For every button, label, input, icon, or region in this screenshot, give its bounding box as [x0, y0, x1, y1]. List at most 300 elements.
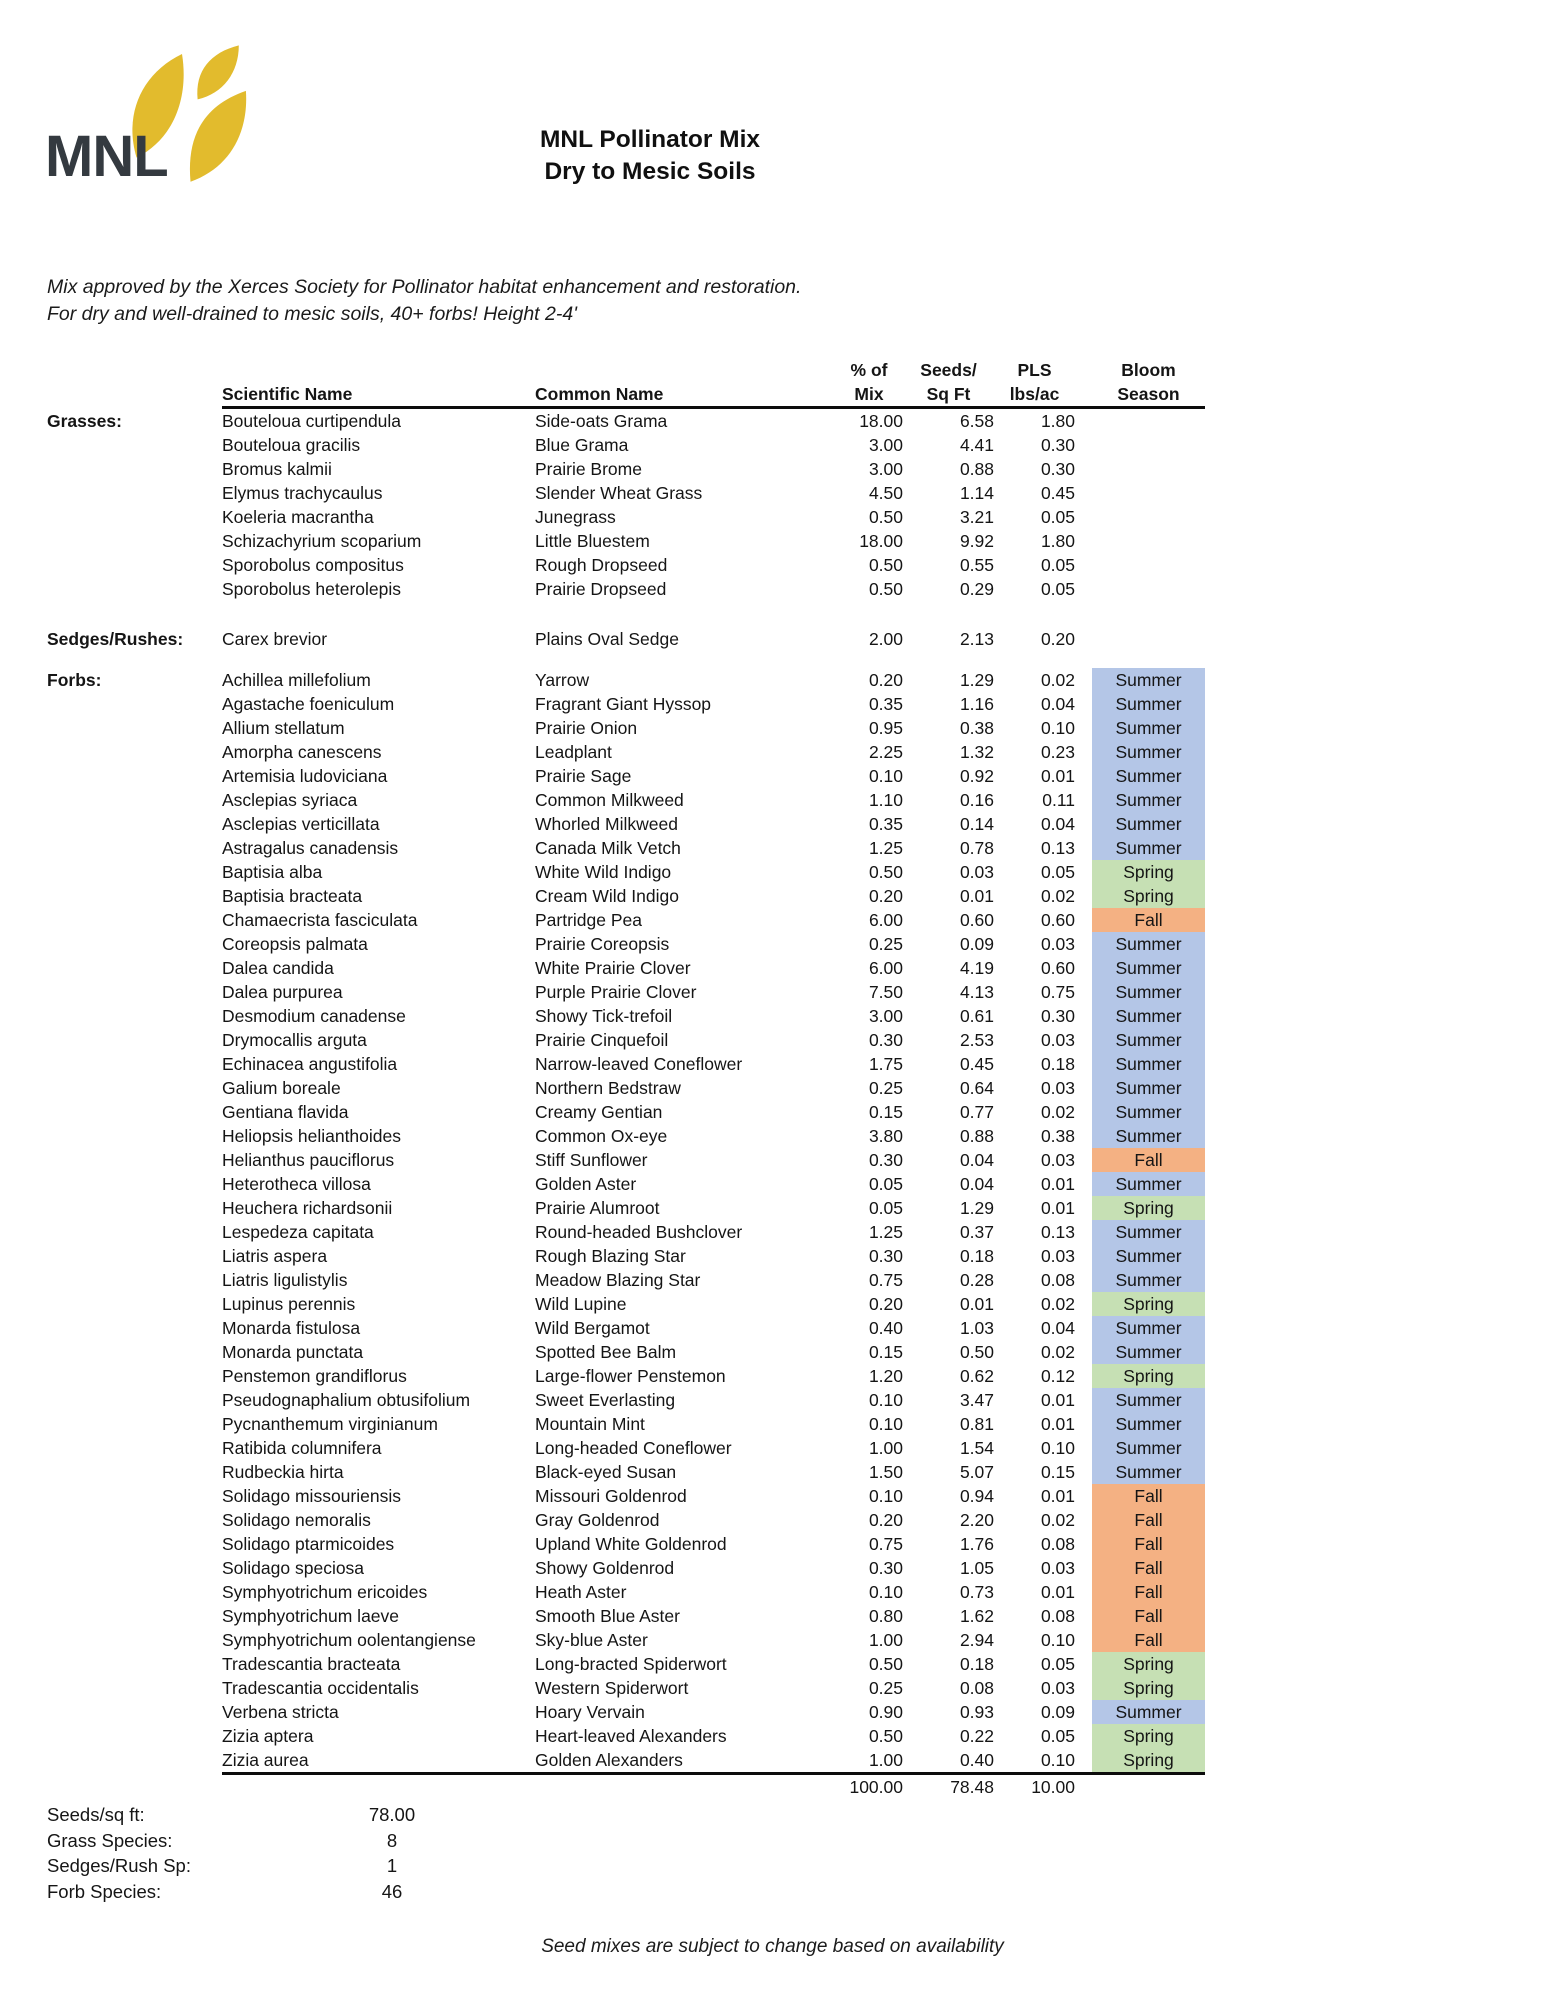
- scientific-name: Heuchera richardsonii: [222, 1198, 393, 1218]
- seeds-per-sqft: 3.21: [959, 507, 994, 527]
- seeds-per-sqft: 0.50: [959, 1342, 994, 1362]
- bloom-season-cell: [1092, 1628, 1205, 1652]
- bloom-season-cell: [1092, 1556, 1205, 1580]
- common-name: Prairie Alumroot: [535, 1198, 660, 1218]
- species-row: [47, 1268, 1205, 1292]
- common-name: Meadow Blazing Star: [535, 1270, 701, 1290]
- common-name: White Prairie Clover: [535, 958, 691, 978]
- common-name: Whorled Milkweed: [535, 814, 678, 834]
- seeds-per-sqft: 0.64: [959, 1078, 994, 1098]
- col-header-pct-top: % of: [850, 360, 888, 380]
- bloom-season-badge: Summer: [1092, 1100, 1205, 1124]
- pct-of-mix: 0.25: [868, 934, 903, 954]
- pct-of-mix: 1.25: [868, 1222, 903, 1242]
- pls-lbs-per-ac: 0.03: [1040, 1558, 1075, 1578]
- scientific-name: Allium stellatum: [222, 718, 345, 738]
- bloom-season-badge: Spring: [1092, 1196, 1205, 1220]
- seeds-per-sqft: 0.78: [959, 838, 994, 858]
- pls-lbs-per-ac: 0.03: [1040, 1678, 1075, 1698]
- common-name: Prairie Coreopsis: [535, 934, 670, 954]
- seeds-per-sqft: 0.73: [959, 1582, 994, 1602]
- pct-of-mix: 7.50: [868, 982, 903, 1002]
- bloom-season-badge: Fall: [1092, 1604, 1205, 1628]
- col-header-pls-top: PLS: [1017, 360, 1052, 380]
- species-row: [47, 1580, 1205, 1604]
- species-row: [47, 1628, 1205, 1652]
- bloom-season-cell: [1092, 1364, 1205, 1388]
- bloom-season-badge: Summer: [1092, 1316, 1205, 1340]
- section-label: Forbs:: [47, 670, 102, 690]
- common-name: Long-bracted Spiderwort: [535, 1654, 727, 1674]
- pct-of-mix: 0.50: [868, 862, 903, 882]
- bloom-season-badge: Summer: [1092, 812, 1205, 836]
- species-row: [47, 1028, 1205, 1052]
- pct-of-mix: 0.35: [868, 694, 903, 714]
- bloom-season-badge: Fall: [1092, 908, 1205, 932]
- pct-of-mix: 6.00: [868, 958, 903, 978]
- seeds-per-sqft: 1.29: [959, 1198, 994, 1218]
- seeds-per-sqft: 0.38: [959, 718, 994, 738]
- pct-of-mix: 0.10: [868, 1486, 903, 1506]
- bloom-season-cell: [1092, 1436, 1205, 1460]
- species-row: [47, 932, 1205, 956]
- species-row: [47, 577, 1205, 601]
- bloom-season-cell: [1092, 1028, 1205, 1052]
- bloom-season-cell: [1092, 1388, 1205, 1412]
- bloom-season-cell: [1092, 1340, 1205, 1364]
- bloom-season-badge: Summer: [1092, 1436, 1205, 1460]
- bloom-season-cell: [1092, 1100, 1205, 1124]
- seeds-per-sqft: 0.40: [959, 1750, 994, 1770]
- seeds-per-sqft: 0.08: [959, 1678, 994, 1698]
- bloom-season-badge: Summer: [1092, 1172, 1205, 1196]
- summary-label: Sedges/Rush Sp:: [47, 1855, 191, 1876]
- pls-lbs-per-ac: 0.10: [1040, 1630, 1075, 1650]
- pls-lbs-per-ac: 0.05: [1040, 507, 1075, 527]
- pls-lbs-per-ac: 0.05: [1040, 1654, 1075, 1674]
- intro-line2: For dry and well-drained to mesic soils, 40+ forbs! Height 2-4': [47, 303, 577, 325]
- pls-lbs-per-ac: 0.03: [1040, 1150, 1075, 1170]
- common-name: Northern Bedstraw: [535, 1078, 681, 1098]
- bloom-season-cell: [1092, 1700, 1205, 1724]
- pct-of-mix: 0.50: [868, 1654, 903, 1674]
- pct-of-mix: 18.00: [859, 411, 903, 431]
- seeds-per-sqft: 4.19: [959, 958, 994, 978]
- species-row: [47, 457, 1205, 481]
- common-name: Fragrant Giant Hyssop: [535, 694, 712, 714]
- pls-lbs-per-ac: 0.60: [1040, 958, 1075, 978]
- pls-lbs-per-ac: 0.05: [1040, 1726, 1075, 1746]
- pls-lbs-per-ac: 0.13: [1040, 838, 1075, 858]
- col-header-scientific: Scientific Name: [222, 384, 353, 404]
- pls-lbs-per-ac: 0.38: [1040, 1126, 1075, 1146]
- species-row: [47, 764, 1205, 788]
- common-name: Narrow-leaved Coneflower: [535, 1054, 743, 1074]
- scientific-name: Baptisia bracteata: [222, 886, 363, 906]
- seeds-per-sqft: 0.16: [959, 790, 994, 810]
- summary-row: [47, 1879, 527, 1905]
- bloom-season-badge: Summer: [1092, 932, 1205, 956]
- pct-of-mix: 2.00: [868, 629, 903, 649]
- pls-lbs-per-ac: 0.08: [1040, 1270, 1075, 1290]
- pls-lbs-per-ac: 0.02: [1040, 1102, 1075, 1122]
- seed-mix-table: [47, 358, 1205, 1799]
- bloom-season-badge: Summer: [1092, 788, 1205, 812]
- species-row: [47, 481, 1205, 505]
- scientific-name: Solidago speciosa: [222, 1558, 365, 1578]
- common-name: Plains Oval Sedge: [535, 629, 679, 649]
- col-header-pls-bottom: lbs/ac: [1009, 384, 1060, 404]
- pls-lbs-per-ac: 0.60: [1040, 910, 1075, 930]
- total-pct: 100.00: [849, 1777, 903, 1797]
- seeds-per-sqft: 0.61: [959, 1006, 994, 1026]
- intro-line1: Mix approved by the Xerces Society for Pollinator habitat enhancement and restoration.: [47, 276, 802, 298]
- seeds-per-sqft: 0.55: [959, 555, 994, 575]
- scientific-name: Agastache foeniculum: [222, 694, 395, 714]
- common-name: Leadplant: [535, 742, 612, 762]
- summary-label: Seeds/sq ft:: [47, 1804, 145, 1825]
- scientific-name: Tradescantia occidentalis: [222, 1678, 419, 1698]
- scientific-name: Carex brevior: [222, 629, 328, 649]
- common-name: Common Milkweed: [535, 790, 684, 810]
- bloom-season-badge: Summer: [1092, 692, 1205, 716]
- pct-of-mix: 0.15: [868, 1342, 903, 1362]
- scientific-name: Bromus kalmii: [222, 459, 332, 479]
- table-header-row-bottom: [47, 382, 1205, 406]
- bloom-season-cell: [1092, 764, 1205, 788]
- summary-row: [47, 1853, 527, 1879]
- table-header-row-top: [47, 358, 1205, 382]
- common-name: Partridge Pea: [535, 910, 643, 930]
- species-row: [47, 956, 1205, 980]
- pls-lbs-per-ac: 0.05: [1040, 579, 1075, 599]
- seeds-per-sqft: 0.29: [959, 579, 994, 599]
- pls-lbs-per-ac: 0.08: [1040, 1534, 1075, 1554]
- pct-of-mix: 0.75: [868, 1270, 903, 1290]
- seeds-per-sqft: 3.47: [959, 1390, 994, 1410]
- scientific-name: Bouteloua curtipendula: [222, 411, 402, 431]
- title-line1: MNL Pollinator Mix: [539, 126, 761, 153]
- species-row: [47, 1676, 1205, 1700]
- pls-lbs-per-ac: 0.02: [1040, 886, 1075, 906]
- pls-lbs-per-ac: 0.45: [1040, 483, 1075, 503]
- pls-lbs-per-ac: 0.10: [1040, 1438, 1075, 1458]
- seeds-per-sqft: 2.53: [959, 1030, 994, 1050]
- seeds-per-sqft: 4.13: [959, 982, 994, 1002]
- seeds-per-sqft: 1.16: [959, 694, 994, 714]
- scientific-name: Echinacea angustifolia: [222, 1054, 398, 1074]
- species-row: [47, 1196, 1205, 1220]
- scientific-name: Drymocallis arguta: [222, 1030, 367, 1050]
- pls-lbs-per-ac: 0.30: [1040, 435, 1075, 455]
- species-row: [47, 1604, 1205, 1628]
- bloom-season-badge: Summer: [1092, 1700, 1205, 1724]
- seeds-per-sqft: 0.88: [959, 459, 994, 479]
- bloom-season-cell: [1092, 1172, 1205, 1196]
- pls-lbs-per-ac: 0.13: [1040, 1222, 1075, 1242]
- seeds-per-sqft: 1.03: [959, 1318, 994, 1338]
- bloom-season-cell: [1092, 716, 1205, 740]
- scientific-name: Pseudognaphalium obtusifolium: [222, 1390, 471, 1410]
- species-row: [47, 553, 1205, 577]
- scientific-name: Lupinus perennis: [222, 1294, 356, 1314]
- scientific-name: Ratibida columnifera: [222, 1438, 382, 1458]
- pct-of-mix: 0.50: [868, 507, 903, 527]
- common-name: Golden Aster: [535, 1174, 637, 1194]
- bloom-season-cell: [1092, 1052, 1205, 1076]
- seeds-per-sqft: 2.20: [959, 1510, 994, 1530]
- species-row: [47, 1364, 1205, 1388]
- bloom-season-cell: [1092, 1196, 1205, 1220]
- bloom-season-cell: [1092, 1292, 1205, 1316]
- bloom-season-badge: Summer: [1092, 1124, 1205, 1148]
- scientific-name: Artemisia ludoviciana: [222, 766, 388, 786]
- pct-of-mix: 0.20: [868, 1510, 903, 1530]
- intro-text: [47, 274, 801, 328]
- seeds-per-sqft: 0.01: [959, 886, 994, 906]
- species-row: [47, 1244, 1205, 1268]
- pct-of-mix: 1.00: [868, 1438, 903, 1458]
- seeds-per-sqft: 0.04: [959, 1150, 994, 1170]
- scientific-name: Galium boreale: [222, 1078, 341, 1098]
- summary-row: [47, 1828, 527, 1854]
- seeds-per-sqft: 4.41: [959, 435, 994, 455]
- pct-of-mix: 0.05: [868, 1198, 903, 1218]
- common-name: Stiff Sunflower: [535, 1150, 648, 1170]
- seeds-per-sqft: 0.37: [959, 1222, 994, 1242]
- common-name: Prairie Onion: [535, 718, 638, 738]
- common-name: Showy Goldenrod: [535, 1558, 675, 1578]
- bloom-season-badge: Summer: [1092, 980, 1205, 1004]
- common-name: Junegrass: [535, 507, 616, 527]
- seeds-per-sqft: 0.22: [959, 1726, 994, 1746]
- species-row: [47, 1700, 1205, 1724]
- bloom-season-cell: [1092, 1652, 1205, 1676]
- common-name: Golden Alexanders: [535, 1750, 683, 1770]
- bloom-season-cell: [1092, 980, 1205, 1004]
- seeds-per-sqft: 6.58: [959, 411, 994, 431]
- scientific-name: Symphyotrichum laeve: [222, 1606, 400, 1626]
- pct-of-mix: 0.50: [868, 1726, 903, 1746]
- species-row: [47, 433, 1205, 457]
- seeds-per-sqft: 0.45: [959, 1054, 994, 1074]
- scientific-name: Schizachyrium scoparium: [222, 531, 422, 551]
- bloom-season-cell: [1092, 1508, 1205, 1532]
- pct-of-mix: 2.25: [868, 742, 903, 762]
- bloom-season-cell: [1092, 836, 1205, 860]
- species-row: [47, 1316, 1205, 1340]
- pct-of-mix: 0.40: [868, 1318, 903, 1338]
- bloom-season-badge: Spring: [1092, 1724, 1205, 1748]
- species-row: [47, 1748, 1205, 1772]
- bloom-season-badge: Summer: [1092, 836, 1205, 860]
- pct-of-mix: 6.00: [868, 910, 903, 930]
- bloom-season-badge: Summer: [1092, 1340, 1205, 1364]
- pct-of-mix: 0.80: [868, 1606, 903, 1626]
- bloom-season-badge: Spring: [1092, 1748, 1205, 1772]
- scientific-name: Heliopsis helianthoides: [222, 1126, 401, 1146]
- seeds-per-sqft: 1.29: [959, 670, 994, 690]
- species-row: [47, 627, 1205, 651]
- scientific-name: Chamaecrista fasciculata: [222, 910, 418, 930]
- scientific-name: Solidago nemoralis: [222, 1510, 371, 1530]
- species-row: [47, 505, 1205, 529]
- scientific-name: Sporobolus compositus: [222, 555, 404, 575]
- bloom-season-cell: [1092, 1268, 1205, 1292]
- species-row: [47, 980, 1205, 1004]
- bloom-season-badge: Fall: [1092, 1556, 1205, 1580]
- bloom-season-cell: [1092, 1724, 1205, 1748]
- seeds-per-sqft: 0.92: [959, 766, 994, 786]
- bloom-season-badge: Fall: [1092, 1532, 1205, 1556]
- bloom-season-cell: [1092, 956, 1205, 980]
- section-label: Grasses:: [47, 411, 122, 431]
- summary-value: 8: [386, 1829, 398, 1851]
- seeds-per-sqft: 1.05: [959, 1558, 994, 1578]
- seeds-per-sqft: 0.04: [959, 1174, 994, 1194]
- seeds-per-sqft: 1.32: [959, 742, 994, 762]
- bloom-season-cell: [1092, 1532, 1205, 1556]
- bloom-season-badge: Fall: [1092, 1508, 1205, 1532]
- bloom-season-cell: [1092, 1316, 1205, 1340]
- bloom-season-badge: Fall: [1092, 1628, 1205, 1652]
- bloom-season-cell: [1092, 1076, 1205, 1100]
- seeds-per-sqft: 1.76: [959, 1534, 994, 1554]
- species-row: [47, 1508, 1205, 1532]
- species-row: [47, 668, 1205, 692]
- common-name: Showy Tick-trefoil: [535, 1006, 673, 1026]
- seeds-per-sqft: 9.92: [959, 531, 994, 551]
- seeds-per-sqft: 0.94: [959, 1486, 994, 1506]
- scientific-name: Liatris aspera: [222, 1246, 328, 1266]
- scientific-name: Penstemon grandiflorus: [222, 1366, 407, 1386]
- bloom-season-cell: [1092, 1244, 1205, 1268]
- pls-lbs-per-ac: 0.10: [1040, 1750, 1075, 1770]
- scientific-name: Baptisia alba: [222, 862, 323, 882]
- scientific-name: Koeleria macrantha: [222, 507, 374, 527]
- scientific-name: Rudbeckia hirta: [222, 1462, 344, 1482]
- bloom-season-cell: [1092, 1220, 1205, 1244]
- scientific-name: Gentiana flavida: [222, 1102, 349, 1122]
- bloom-season-badge: Summer: [1092, 1028, 1205, 1052]
- common-name: Side-oats Grama: [535, 411, 668, 431]
- scientific-name: Monarda fistulosa: [222, 1318, 361, 1338]
- bloom-season-badge: Summer: [1092, 1244, 1205, 1268]
- pls-lbs-per-ac: 0.04: [1040, 814, 1075, 834]
- scientific-name: Monarda punctata: [222, 1342, 364, 1362]
- common-name: Heath Aster: [535, 1582, 627, 1602]
- species-row: [47, 1292, 1205, 1316]
- summary-value: 78.00: [368, 1804, 416, 1825]
- seeds-per-sqft: 2.13: [959, 629, 994, 649]
- pct-of-mix: 0.95: [868, 718, 903, 738]
- pct-of-mix: 0.10: [868, 1582, 903, 1602]
- scientific-name: Dalea candida: [222, 958, 334, 978]
- bloom-season-cell: [1092, 740, 1205, 764]
- species-row: [47, 1004, 1205, 1028]
- seeds-per-sqft: 0.60: [959, 910, 994, 930]
- logo-text: MNL: [45, 124, 168, 189]
- pls-lbs-per-ac: 0.02: [1040, 1294, 1075, 1314]
- bloom-season-badge: Summer: [1092, 764, 1205, 788]
- seeds-per-sqft: 0.77: [959, 1102, 994, 1122]
- pct-of-mix: 1.00: [868, 1630, 903, 1650]
- species-row: [47, 1340, 1205, 1364]
- pct-of-mix: 0.75: [868, 1534, 903, 1554]
- pct-of-mix: 0.25: [868, 1078, 903, 1098]
- pls-lbs-per-ac: 0.04: [1040, 1318, 1075, 1338]
- seeds-per-sqft: 0.14: [959, 814, 994, 834]
- pls-lbs-per-ac: 0.01: [1040, 1486, 1075, 1506]
- bloom-season-badge: Summer: [1092, 1052, 1205, 1076]
- pct-of-mix: 3.00: [868, 435, 903, 455]
- scientific-name: Asclepias syriaca: [222, 790, 358, 810]
- pls-lbs-per-ac: 0.23: [1040, 742, 1075, 762]
- common-name: Common Ox-eye: [535, 1126, 668, 1146]
- scientific-name: Astragalus canadensis: [222, 838, 399, 858]
- common-name: Prairie Dropseed: [535, 579, 667, 599]
- col-header-pct-bottom: Mix: [854, 384, 884, 404]
- species-row: [47, 1172, 1205, 1196]
- pls-lbs-per-ac: 0.05: [1040, 555, 1075, 575]
- common-name: Creamy Gentian: [535, 1102, 663, 1122]
- bloom-season-cell: [1092, 1124, 1205, 1148]
- scientific-name: Bouteloua gracilis: [222, 435, 361, 455]
- pls-lbs-per-ac: 0.75: [1040, 982, 1075, 1002]
- pls-lbs-per-ac: 0.03: [1040, 1246, 1075, 1266]
- pct-of-mix: 0.25: [868, 1678, 903, 1698]
- title-line2: Dry to Mesic Soils: [544, 158, 756, 185]
- bloom-season-cell: [1092, 860, 1205, 884]
- scientific-name: Zizia aurea: [222, 1750, 309, 1770]
- common-name: Prairie Brome: [535, 459, 642, 479]
- common-name: Gray Goldenrod: [535, 1510, 660, 1530]
- pct-of-mix: 0.35: [868, 814, 903, 834]
- common-name: Little Bluestem: [535, 531, 650, 551]
- pls-lbs-per-ac: 0.01: [1040, 1582, 1075, 1602]
- pct-of-mix: 1.10: [868, 790, 903, 810]
- pls-lbs-per-ac: 0.01: [1040, 1174, 1075, 1194]
- bloom-season-cell: [1092, 692, 1205, 716]
- pct-of-mix: 1.50: [868, 1462, 903, 1482]
- bloom-season-badge: Summer: [1092, 1460, 1205, 1484]
- bloom-season-badge: Summer: [1092, 1412, 1205, 1436]
- bloom-season-cell: [1092, 788, 1205, 812]
- pct-of-mix: 1.00: [868, 1750, 903, 1770]
- species-row: [47, 836, 1205, 860]
- species-row: [47, 1532, 1205, 1556]
- species-row: [47, 716, 1205, 740]
- species-row: [47, 692, 1205, 716]
- total-seeds: 78.48: [950, 1777, 994, 1797]
- scientific-name: Symphyotrichum oolentangiense: [222, 1630, 476, 1650]
- species-row: [47, 409, 1205, 433]
- species-row: [47, 1460, 1205, 1484]
- common-name: Western Spiderwort: [535, 1678, 689, 1698]
- common-name: Long-headed Coneflower: [535, 1438, 732, 1458]
- common-name: Wild Bergamot: [535, 1318, 650, 1338]
- pls-lbs-per-ac: 0.03: [1040, 934, 1075, 954]
- common-name: Wild Lupine: [535, 1294, 627, 1314]
- common-name: Prairie Sage: [535, 766, 632, 786]
- bloom-season-badge: Spring: [1092, 1652, 1205, 1676]
- bloom-season-cell: [1092, 1004, 1205, 1028]
- table-body: [47, 409, 1205, 1772]
- species-row: [47, 740, 1205, 764]
- species-row: [47, 529, 1205, 553]
- pls-lbs-per-ac: 0.12: [1040, 1366, 1075, 1386]
- pls-lbs-per-ac: 0.02: [1040, 1510, 1075, 1530]
